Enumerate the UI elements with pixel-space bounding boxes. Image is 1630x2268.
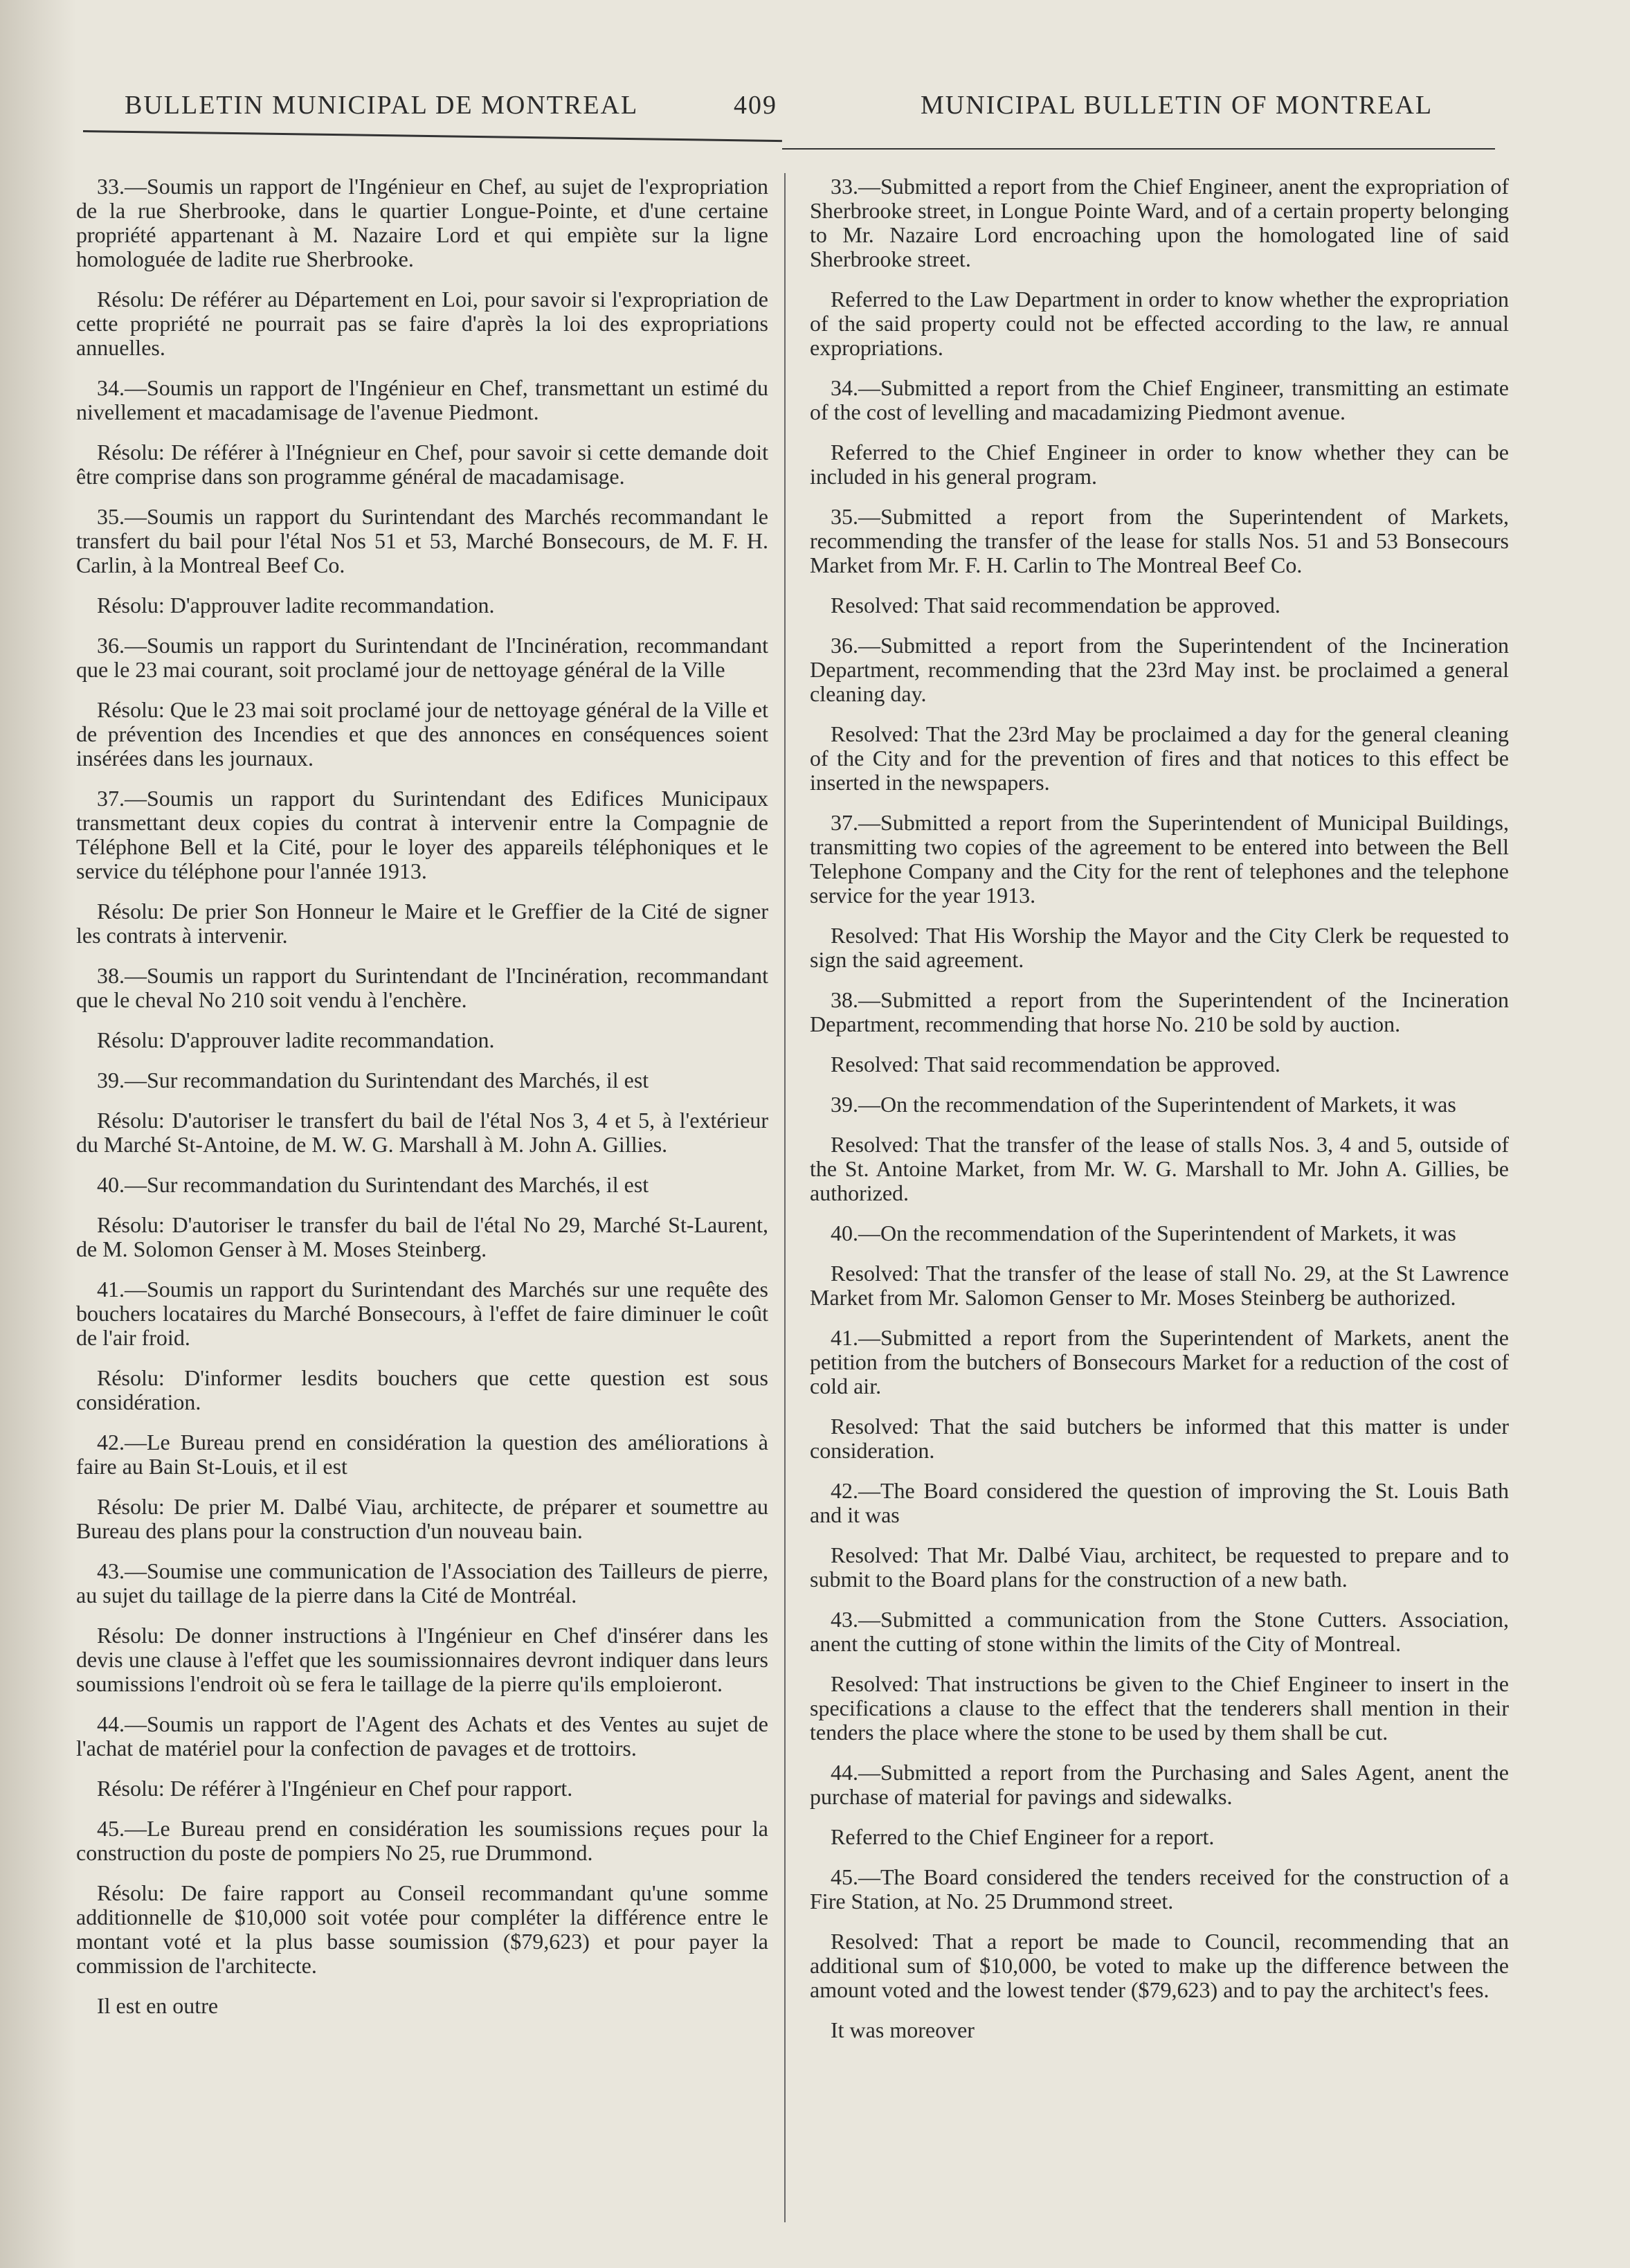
english-paragraph: It was moreover [831, 2017, 975, 2042]
english-paragraph: 35.—Submitted a report from the Superintendent of Markets, recommending the transfer of the lease for stalls Nos. 51 and 53 Bonsecours Market from Mr. F. H. Carlin to The Montreal Beef Co. [810, 504, 1509, 577]
french-paragraph: 40.—Sur recommandation du Surintendant des Marchés, il est [97, 1172, 649, 1197]
french-paragraph: 36.—Soumis un rapport du Surintendant de l'Incinération, recommandant que le 23 mai courant, soit proclamé jour de nettoyage général de la Ville [76, 633, 768, 682]
french-paragraph: 42.—Le Bureau prend en considération la question des améliorations à faire au Bain St-Louis, et il est [76, 1430, 768, 1479]
english-paragraph: 36.—Submitted a report from the Superintendent of the Incineration Department, recommending that the 23rd May inst. be proclaimed a general cleaning day. [810, 633, 1509, 706]
french-paragraph: 41.—Soumis un rapport du Surintendant des Marchés sur une requête des bouchers locataires du Marché Bonsecours, à l'effet de faire diminuer le coût de l'air froid. [76, 1277, 768, 1350]
header-english-title: MUNICIPAL BULLETIN OF MONTREAL [921, 91, 1433, 120]
column-divider [784, 173, 786, 2222]
french-paragraph: Résolu: De prier Son Honneur le Maire et le Greffier de la Cité de signer les contrats à intervenir. [76, 899, 768, 948]
page-number: 409 [734, 91, 777, 120]
english-paragraph: Resolved: That His Worship the Mayor and the City Clerk be requested to sign the said agreement. [810, 923, 1509, 972]
french-paragraph: Résolu: De référer à l'Ingénieur en Chef pour rapport. [97, 1776, 573, 1801]
french-paragraph: Résolu: De référer à l'Inégnieur en Chef, pour savoir si cette demande doit être comprise dans son programme général de macadamisage. [76, 440, 768, 489]
english-paragraph: 33.—Submitted a report from the Chief Engineer, anent the expropriation of Sherbrooke street, in Longue Pointe Ward, and of a certain property belonging to Mr. Nazaire Lord encroaching upon the homologated line of said Sherbrooke street. [810, 174, 1509, 271]
english-paragraph: Resolved: That a report be made to Council, recommending that an additional sum of $10,000, be voted to make up the difference between the amount voted and the lowest tender ($79,623) and to pay the architect's fees. [810, 1929, 1509, 2002]
french-column [76, 174, 768, 2034]
english-paragraph: 41.—Submitted a report from the Superintendent of Markets, anent the petition from the butchers of Bonsecours Market for a reduction of the cost of cold air. [810, 1325, 1509, 1398]
french-paragraph: 35.—Soumis un rapport du Surintendant des Marchés recommandant le transfert du bail pour l'étal Nos 51 et 53, Marché Bonsecours, de M. F. H. Carlin, à la Montreal Beef Co. [76, 504, 768, 577]
french-paragraph: Résolu: De donner instructions à l'Ingénieur en Chef d'insérer dans les devis une clause à l'effet que les soumissionnaires devront indiquer dans leurs soumissions l'endroit où se fera le taillage de la pierre qu'ils emploieront. [76, 1623, 768, 1696]
french-paragraph: 38.—Soumis un rapport du Surintendant de l'Incinération, recommandant que le cheval No 210 soit vendu à l'enchère. [76, 963, 768, 1012]
french-paragraph: 43.—Soumise une communication de l'Association des Tailleurs de pierre, au sujet du taillage de la pierre dans la Cité de Montréal. [76, 1558, 768, 1608]
english-paragraph: Resolved: That the transfer of the lease of stalls Nos. 3, 4 and 5, outside of the St. Antoine Market, from Mr. W. G. Marshall to Mr. John A. Gillies, be authorized. [810, 1132, 1509, 1205]
header-rule-left [83, 130, 782, 142]
english-column [810, 174, 1509, 2058]
english-paragraph: Referred to the Chief Engineer for a report. [831, 1824, 1215, 1849]
header-rule-right [782, 148, 1495, 150]
running-header [125, 90, 1460, 132]
english-paragraph: 45.—The Board considered the tenders received for the construction of a Fire Station, at No. 25 Drummond street. [810, 1864, 1509, 1914]
french-paragraph: Résolu: D'informer lesdits bouchers que cette question est sous considération. [76, 1365, 768, 1414]
french-paragraph: Résolu: Que le 23 mai soit proclamé jour de nettoyage général de la Ville et de prévention des Incendies et que des annonces en conséquences soient insérées dans les journaux. [76, 697, 768, 771]
english-paragraph: 44.—Submitted a report from the Purchasing and Sales Agent, anent the purchase of material for pavings and sidewalks. [810, 1760, 1509, 1809]
french-paragraph: Résolu: D'approuver ladite recommandation. [97, 593, 495, 618]
french-paragraph: Résolu: D'approuver ladite recommandation. [97, 1027, 495, 1052]
english-paragraph: 34.—Submitted a report from the Chief Engineer, transmitting an estimate of the cost of levelling and macadamizing Piedmont avenue. [810, 375, 1509, 424]
french-paragraph: 37.—Soumis un rapport du Surintendant des Edifices Municipaux transmettant deux copies du contrat à intervenir entre la Compagnie de Téléphone Bell et la Cité, pour le loyer des appareils téléphoniques et le service du téléphone pour l'année 1913. [76, 786, 768, 883]
english-paragraph: Resolved: That the transfer of the lease of stall No. 29, at the St Lawrence Market from Mr. Salomon Genser to Mr. Moses Steinberg be authorized. [810, 1261, 1509, 1310]
french-paragraph: 44.—Soumis un rapport de l'Agent des Achats et des Ventes au sujet de l'achat de matériel pour la confection de pavages et de trottoirs. [76, 1711, 768, 1761]
english-paragraph: Referred to the Chief Engineer in order to know whether they can be included in his general program. [810, 440, 1509, 489]
french-paragraph: 33.—Soumis un rapport de l'Ingénieur en Chef, au sujet de l'expropriation de la rue Sherbrooke, dans le quartier Longue-Pointe, et d'une certaine propriété appartenant à M. Nazaire Lord et qui empiète sur la ligne homologuée de ladite rue Sherbrooke. [76, 174, 768, 271]
english-paragraph: 42.—The Board considered the question of improving the St. Louis Bath and it was [810, 1478, 1509, 1527]
english-paragraph: 38.—Submitted a report from the Superintendent of the Incineration Department, recommending that horse No. 210 be sold by auction. [810, 987, 1509, 1036]
french-paragraph: 45.—Le Bureau prend en considération les soumissions reçues pour la construction du poste de pompiers No 25, rue Drummond. [76, 1816, 768, 1865]
french-paragraph: Résolu: D'autoriser le transfer du bail de l'étal No 29, Marché St-Laurent, de M. Solomon Genser à M. Moses Steinberg. [76, 1212, 768, 1261]
english-paragraph: Resolved: That instructions be given to the Chief Engineer to insert in the specifications a clause to the effect that the tenderers shall mention in their tenders the place where the stone to be used by them shall be cut. [810, 1671, 1509, 1745]
french-paragraph: Résolu: D'autoriser le transfert du bail de l'étal Nos 3, 4 et 5, à l'extérieur du Marché St-Antoine, de M. W. G. Marshall à M. John A. Gillies. [76, 1108, 768, 1157]
french-paragraph: 39.—Sur recommandation du Surintendant des Marchés, il est [97, 1068, 649, 1092]
french-paragraph: Il est en outre [97, 1993, 219, 2018]
french-paragraph: Résolu: De prier M. Dalbé Viau, architecte, de préparer et soumettre au Bureau des plans pour la construction d'un nouveau bain. [76, 1494, 768, 1543]
english-paragraph: Resolved: That said recommendation be approved. [831, 1052, 1280, 1077]
header-french-title: BULLETIN MUNICIPAL DE MONTREAL [125, 91, 639, 120]
english-paragraph: 39.—On the recommendation of the Superintendent of Markets, it was [831, 1092, 1456, 1117]
french-paragraph: Résolu: De référer au Département en Loi, pour savoir si l'expropriation de cette propriété ne pourrait pas se faire d'après la loi des expropriations annuelles. [76, 287, 768, 360]
english-paragraph: Resolved: That said recommendation be approved. [831, 593, 1280, 618]
english-paragraph: Resolved: That the 23rd May be proclaimed a day for the general cleaning of the City and for the prevention of fires and that notices to this effect be inserted in the newspapers. [810, 721, 1509, 795]
french-paragraph: Résolu: De faire rapport au Conseil recommandant qu'une somme additionnelle de $10,000 soit votée pour compléter la différence entre le montant voté et la plus basse soumission ($79,623) et pour payer la commission de l'architecte. [76, 1880, 768, 1978]
french-paragraph: 34.—Soumis un rapport de l'Ingénieur en Chef, transmettant un estimé du nivellement et macadamisage de l'avenue Piedmont. [76, 375, 768, 424]
english-paragraph: Referred to the Law Department in order to know whether the expropriation of the said property could not be effected according to the law, re annual expropriations. [810, 287, 1509, 360]
english-paragraph: 37.—Submitted a report from the Superintendent of Municipal Buildings, transmitting two copies of the agreement to be entered into between the Bell Telephone Company and the City for the rent of telephones and the telephone service for the year 1913. [810, 810, 1509, 908]
binding-shadow [0, 0, 76, 2268]
english-paragraph: 43.—Submitted a communication from the Stone Cutters. Association, anent the cutting of stone within the limits of the City of Montreal. [810, 1607, 1509, 1656]
english-paragraph: 40.—On the recommendation of the Superintendent of Markets, it was [831, 1221, 1456, 1245]
english-paragraph: Resolved: That Mr. Dalbé Viau, architect, be requested to prepare and to submit to the Board plans for the construction of a new bath. [810, 1542, 1509, 1592]
english-paragraph: Resolved: That the said butchers be informed that this matter is under consideration. [810, 1414, 1509, 1463]
